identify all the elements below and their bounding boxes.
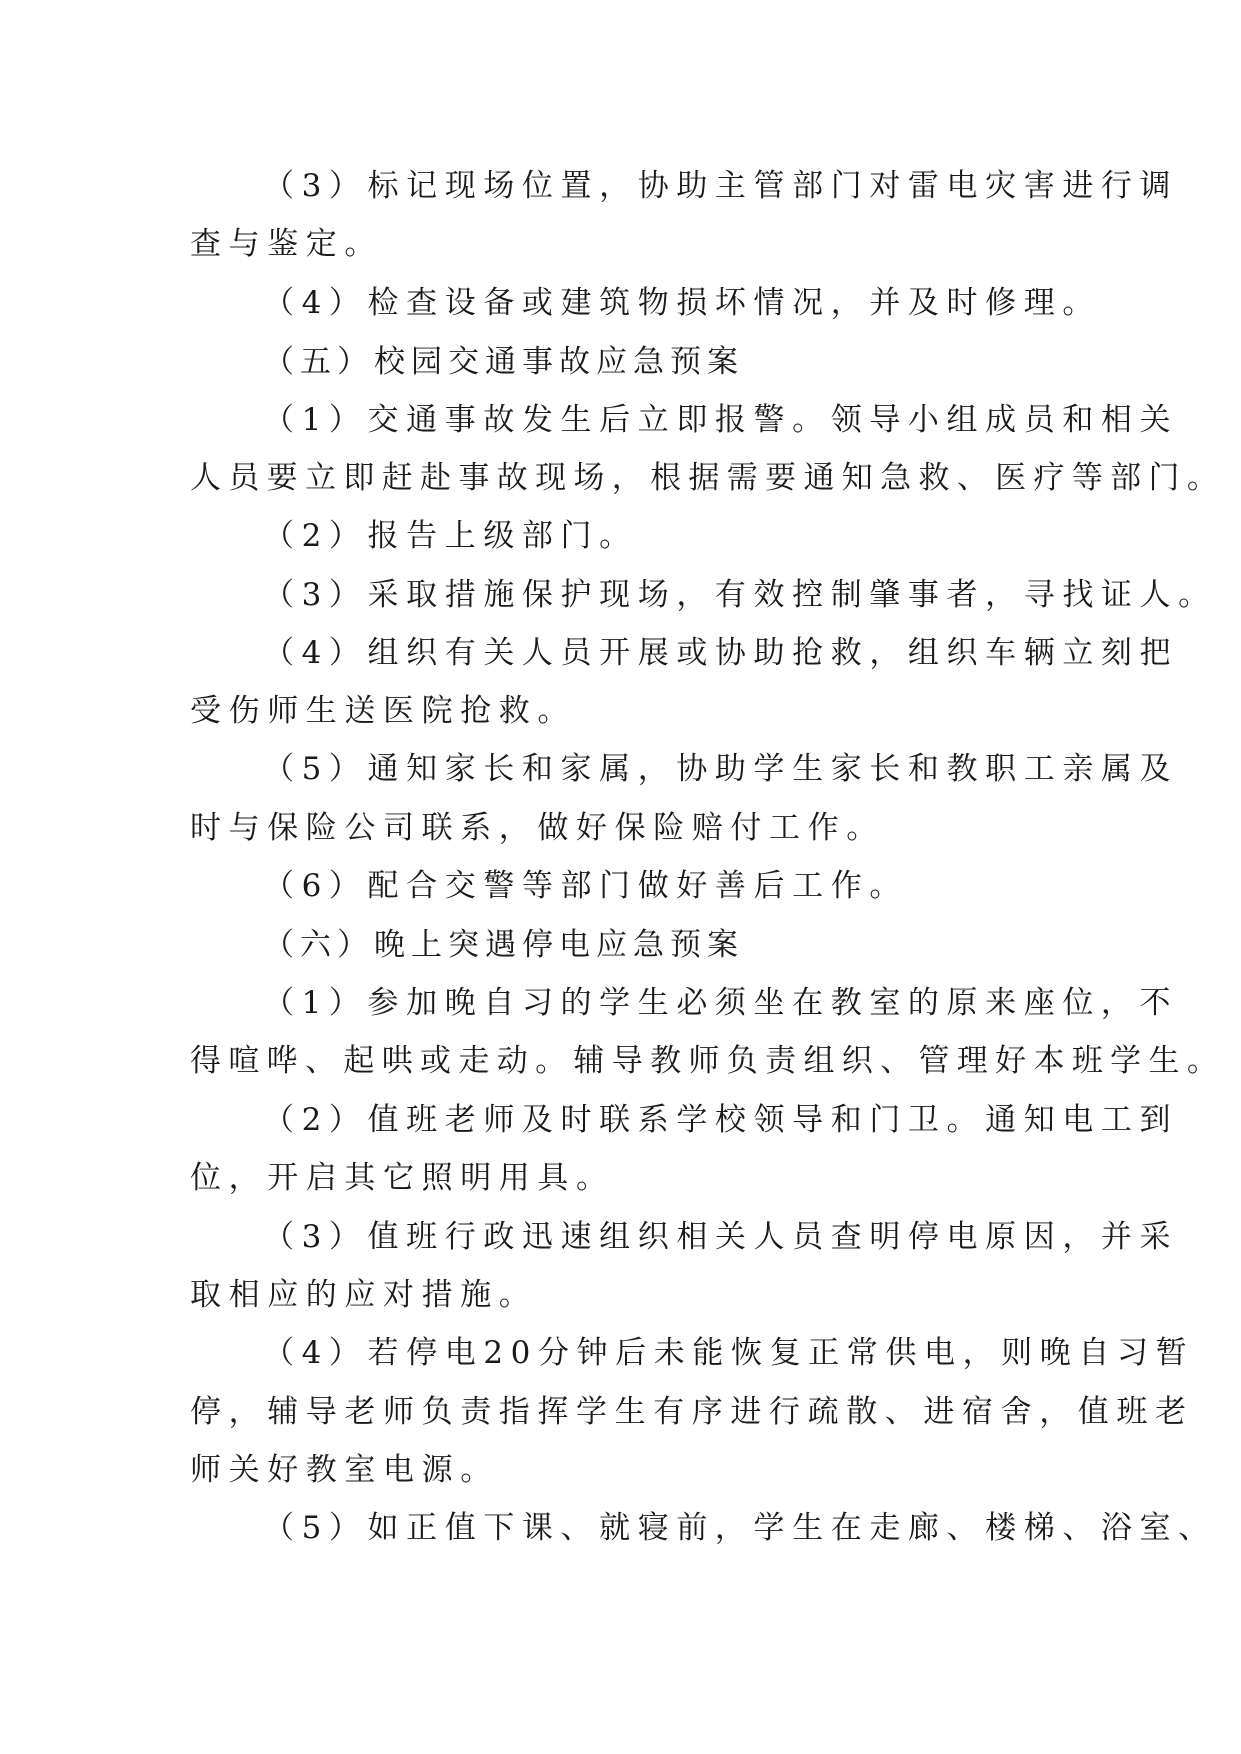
paragraph-line: 人员要立即赶赴事故现场，根据需要通知急救、医疗等部门。 xyxy=(190,460,1226,496)
paragraph-line: （5）通知家长和家属，协助学生家长和教职工亲属及 xyxy=(263,751,1179,787)
paragraph-line: （3）标记现场位置，协助主管部门对雷电灾害进行调 xyxy=(263,168,1179,204)
paragraph-line: 受伤师生送医院抢救。 xyxy=(190,693,576,729)
paragraph-line: （4）检查设备或建筑物损坏情况，并及时修理。 xyxy=(263,285,1101,321)
paragraph-line: 师关好教室电源。 xyxy=(190,1452,499,1488)
paragraph-line: 位，开启其它照明用具。 xyxy=(190,1160,615,1196)
section-heading: （五）校园交通事故应急预案 xyxy=(263,344,744,380)
paragraph-line: （2）报告上级部门。 xyxy=(263,518,638,554)
paragraph-line: （1）参加晚自习的学生必须坐在教室的原来座位，不 xyxy=(263,985,1179,1021)
paragraph-line: （5）如正值下课、就寝前，学生在走廊、楼梯、浴室、 xyxy=(263,1510,1217,1546)
paragraph-line: （4）若停电20分钟后未能恢复正常供电，则晚自习暂 xyxy=(263,1335,1195,1371)
paragraph-line: （3）值班行政迅速组织相关人员查明停电原因，并采 xyxy=(263,1219,1179,1255)
paragraph-line: （6）配合交警等部门做好善后工作。 xyxy=(263,868,908,904)
paragraph-line: 得喧哗、起哄或走动。辅导教师负责组织、管理好本班学生。 xyxy=(190,1043,1226,1079)
paragraph-line: （4）组织有关人员开展或协助抢救，组织车辆立刻把 xyxy=(263,635,1179,671)
paragraph-line: 取相应的应对措施。 xyxy=(190,1277,538,1313)
paragraph-line: （3）采取措施保护现场，有效控制肇事者，寻找证人。 xyxy=(263,577,1217,613)
section-heading: （六）晚上突遇停电应急预案 xyxy=(263,927,744,963)
paragraph-line: 时与保险公司联系，做好保险赔付工作。 xyxy=(190,810,885,846)
paragraph-line: （2）值班老师及时联系学校领导和门卫。通知电工到 xyxy=(263,1102,1179,1138)
paragraph-line: 查与鉴定。 xyxy=(190,226,383,262)
paragraph-line: （1）交通事故发生后立即报警。领导小组成员和相关 xyxy=(263,402,1179,438)
paragraph-line: 停，辅导老师负责指挥学生有序进行疏散、进宿舍，值班老 xyxy=(190,1394,1194,1430)
